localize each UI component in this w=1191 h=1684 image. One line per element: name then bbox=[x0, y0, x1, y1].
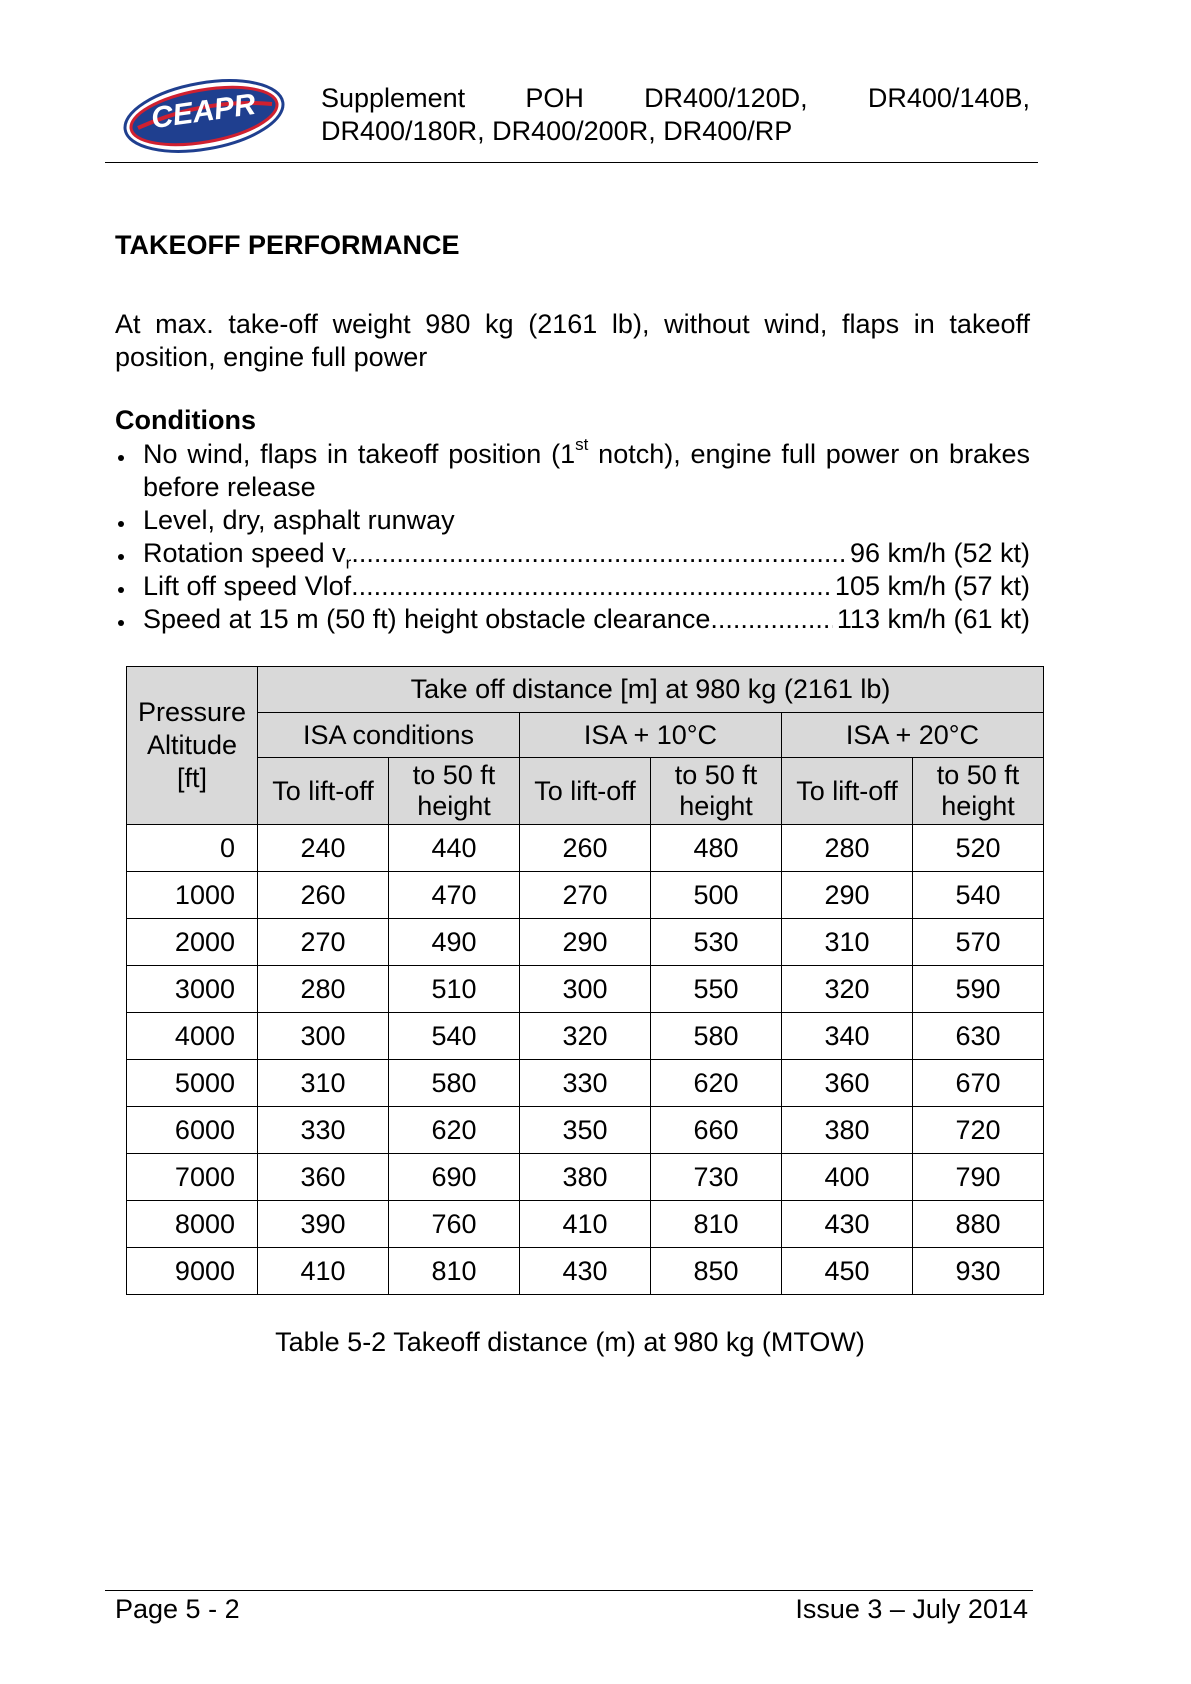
document-header bbox=[321, 82, 1030, 148]
table-row bbox=[127, 1107, 1044, 1154]
distance-cell: 300 bbox=[520, 966, 651, 1013]
table-row bbox=[127, 825, 1044, 872]
distance-cell: 320 bbox=[782, 966, 913, 1013]
table-row bbox=[127, 1154, 1044, 1201]
altitude-cell: 7000 bbox=[127, 1154, 258, 1201]
list-item: Rotation speed $v_r$ ..... 96 km/h (52 kt) bbox=[115, 537, 1030, 570]
distance-cell: 590 bbox=[913, 966, 1044, 1013]
fifty-ft-header: to 50 ft height bbox=[913, 758, 1044, 825]
header-word: POH bbox=[525, 83, 584, 113]
header-line-2: DR400/180R, DR400/200R, DR400/RP bbox=[321, 116, 793, 146]
distance-cell: 310 bbox=[782, 919, 913, 966]
altitude-cell: 5000 bbox=[127, 1060, 258, 1107]
list-item: Lift off speed Vlof ..... 105 km/h (57 kt) bbox=[115, 570, 1030, 603]
distance-cell: 330 bbox=[258, 1107, 389, 1154]
takeoff-distance-table bbox=[126, 666, 1044, 1295]
altitude-cell: 0 bbox=[127, 825, 258, 872]
footer-divider bbox=[105, 1590, 1033, 1591]
distance-cell: 930 bbox=[913, 1248, 1044, 1295]
distance-cell: 260 bbox=[258, 872, 389, 919]
distance-cell: 290 bbox=[520, 919, 651, 966]
section-title: TAKEOFF PERFORMANCE bbox=[115, 230, 460, 260]
distance-cell: 880 bbox=[913, 1201, 1044, 1248]
distance-cell: 240 bbox=[258, 825, 389, 872]
altitude-cell: 8000 bbox=[127, 1201, 258, 1248]
distance-cell: 380 bbox=[782, 1107, 913, 1154]
distance-cell: 380 bbox=[520, 1154, 651, 1201]
distance-cell: 470 bbox=[389, 872, 520, 919]
distance-cell: 720 bbox=[913, 1107, 1044, 1154]
distance-cell: 270 bbox=[520, 872, 651, 919]
table-row bbox=[127, 1013, 1044, 1060]
header-word: DR400/120D, bbox=[644, 83, 808, 113]
table-row bbox=[127, 919, 1044, 966]
altitude-cell: 9000 bbox=[127, 1248, 258, 1295]
page-number: Page 5 - 2 bbox=[115, 1594, 240, 1624]
header-word: Supplement bbox=[321, 83, 466, 113]
intro-paragraph: At max. take-off weight 980 kg (2161 lb), without wind, flaps in takeoff position, engine full power bbox=[115, 309, 1030, 372]
distance-cell: 550 bbox=[651, 966, 782, 1013]
lift-off-header: To lift-off bbox=[258, 758, 389, 825]
distance-cell: 390 bbox=[258, 1201, 389, 1248]
distance-cell: 500 bbox=[651, 872, 782, 919]
ceapr-logo bbox=[120, 78, 288, 154]
altitude-header: Pressure Altitude [ft] bbox=[127, 667, 258, 825]
list-item: Level, dry, asphalt runway bbox=[115, 504, 1030, 537]
altitude-cell: 6000 bbox=[127, 1107, 258, 1154]
distance-cell: 520 bbox=[913, 825, 1044, 872]
distance-cell: 480 bbox=[651, 825, 782, 872]
table-row bbox=[127, 1248, 1044, 1295]
list-item: No wind, flaps in takeoff position (1st notch), engine full power on brakes before release bbox=[115, 438, 1030, 504]
table-caption: Table 5-2 Takeoff distance (m) at 980 kg (MTOW) bbox=[275, 1327, 865, 1357]
distance-cell: 570 bbox=[913, 919, 1044, 966]
table-row bbox=[127, 966, 1044, 1013]
header-divider bbox=[105, 162, 1038, 163]
group-header: Take off distance [m] at 980 kg (2161 lb) bbox=[258, 667, 1044, 713]
distance-cell: 850 bbox=[651, 1248, 782, 1295]
table-row bbox=[127, 1060, 1044, 1107]
issue-date: Issue 3 – July 2014 bbox=[795, 1594, 1028, 1624]
fifty-ft-header: to 50 ft height bbox=[651, 758, 782, 825]
isa-plus-10-header: ISA + 10°C bbox=[520, 713, 782, 758]
distance-cell: 360 bbox=[782, 1060, 913, 1107]
altitude-cell: 3000 bbox=[127, 966, 258, 1013]
list-item: Speed at 15 m (50 ft) height obstacle clearance ..... 113 km/h (61 kt) bbox=[115, 603, 1030, 636]
header-word: DR400/140B, bbox=[867, 83, 1030, 113]
altitude-cell: 2000 bbox=[127, 919, 258, 966]
distance-cell: 400 bbox=[782, 1154, 913, 1201]
conditions-title: Conditions bbox=[115, 405, 256, 435]
distance-cell: 330 bbox=[520, 1060, 651, 1107]
liftoff-speed-value: 105 km/h (57 kt) bbox=[834, 571, 1030, 601]
distance-cell: 540 bbox=[913, 872, 1044, 919]
distance-cell: 410 bbox=[520, 1201, 651, 1248]
distance-cell: 320 bbox=[520, 1013, 651, 1060]
distance-cell: 580 bbox=[389, 1060, 520, 1107]
distance-cell: 810 bbox=[651, 1201, 782, 1248]
distance-cell: 630 bbox=[913, 1013, 1044, 1060]
lift-off-header: To lift-off bbox=[520, 758, 651, 825]
distance-cell: 620 bbox=[389, 1107, 520, 1154]
distance-cell: 290 bbox=[782, 872, 913, 919]
fifty-ft-header: to 50 ft height bbox=[389, 758, 520, 825]
obstacle-speed-value: 113 km/h (61 kt) bbox=[836, 604, 1030, 634]
distance-cell: 260 bbox=[520, 825, 651, 872]
table-row bbox=[127, 1201, 1044, 1248]
distance-cell: 690 bbox=[389, 1154, 520, 1201]
isa-header: ISA conditions bbox=[258, 713, 520, 758]
isa-plus-20-header: ISA + 20°C bbox=[782, 713, 1044, 758]
altitude-cell: 4000 bbox=[127, 1013, 258, 1060]
lift-off-header: To lift-off bbox=[782, 758, 913, 825]
distance-cell: 580 bbox=[651, 1013, 782, 1060]
distance-cell: 360 bbox=[258, 1154, 389, 1201]
distance-cell: 410 bbox=[258, 1248, 389, 1295]
distance-cell: 490 bbox=[389, 919, 520, 966]
distance-cell: 280 bbox=[258, 966, 389, 1013]
distance-cell: 270 bbox=[258, 919, 389, 966]
distance-cell: 760 bbox=[389, 1201, 520, 1248]
distance-cell: 310 bbox=[258, 1060, 389, 1107]
distance-cell: 340 bbox=[782, 1013, 913, 1060]
conditions-list bbox=[115, 435, 1030, 636]
distance-cell: 790 bbox=[913, 1154, 1044, 1201]
rotation-speed-value: 96 km/h (52 kt) bbox=[849, 538, 1030, 568]
distance-cell: 280 bbox=[782, 825, 913, 872]
logo-text: CEAPR bbox=[149, 87, 258, 136]
distance-cell: 810 bbox=[389, 1248, 520, 1295]
distance-cell: 540 bbox=[389, 1013, 520, 1060]
distance-cell: 430 bbox=[782, 1201, 913, 1248]
altitude-cell: 1000 bbox=[127, 872, 258, 919]
distance-cell: 440 bbox=[389, 825, 520, 872]
distance-cell: 350 bbox=[520, 1107, 651, 1154]
distance-cell: 300 bbox=[258, 1013, 389, 1060]
distance-cell: 670 bbox=[913, 1060, 1044, 1107]
distance-cell: 530 bbox=[651, 919, 782, 966]
distance-cell: 430 bbox=[520, 1248, 651, 1295]
table-row bbox=[127, 872, 1044, 919]
distance-cell: 660 bbox=[651, 1107, 782, 1154]
distance-cell: 510 bbox=[389, 966, 520, 1013]
distance-cell: 730 bbox=[651, 1154, 782, 1201]
distance-cell: 450 bbox=[782, 1248, 913, 1295]
distance-cell: 620 bbox=[651, 1060, 782, 1107]
